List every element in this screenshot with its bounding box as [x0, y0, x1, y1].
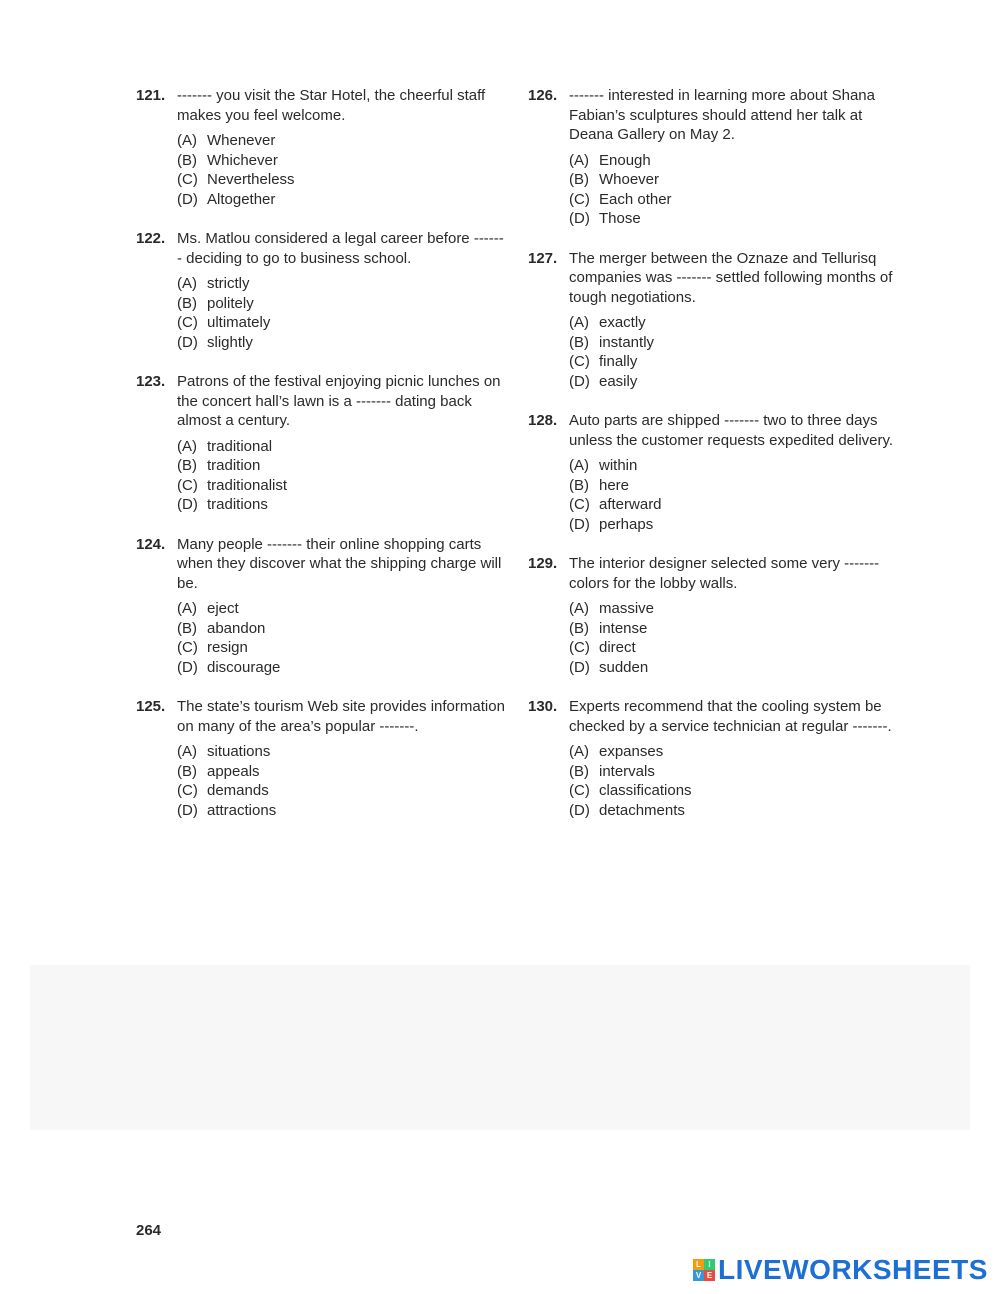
option-text: attractions — [207, 801, 277, 819]
option-letter: (A) — [569, 314, 589, 331]
question-number: 123. — [136, 373, 166, 390]
answer-option[interactable] — [177, 190, 506, 210]
option-letter: (A) — [569, 151, 589, 169]
option-letter: (A) — [177, 600, 197, 617]
answer-option[interactable] — [177, 131, 506, 151]
option-letter: (B) — [569, 333, 589, 351]
option-letter: (C) — [177, 476, 198, 494]
answer-option[interactable] — [569, 495, 898, 515]
option-text: perhaps — [599, 515, 654, 533]
option-letter: (B) — [569, 762, 589, 780]
option-text: ultimately — [207, 314, 271, 331]
option-letter: (C) — [569, 496, 590, 513]
question-127 — [528, 249, 898, 392]
option-text: finally — [599, 353, 638, 370]
answer-option[interactable] — [177, 781, 506, 801]
option-letter: (B) — [177, 294, 197, 312]
option-text: tradition — [207, 457, 261, 474]
answer-option[interactable] — [569, 209, 898, 229]
option-text: classifications — [599, 782, 692, 799]
option-letter: (B) — [177, 619, 197, 637]
answer-option[interactable] — [569, 313, 898, 333]
question-122 — [136, 229, 506, 352]
option-text: Altogether — [207, 190, 276, 208]
option-text: massive — [599, 600, 655, 617]
option-text: here — [599, 476, 630, 494]
option-letter: (C) — [569, 782, 590, 799]
question-number: 127. — [528, 249, 558, 267]
answer-options — [569, 599, 898, 677]
option-text: expanses — [599, 743, 664, 760]
question-text: Ms. Matlou considered a legal career before ------- deciding to go to business school. — [177, 230, 504, 267]
option-letter: (B) — [177, 762, 197, 780]
option-letter: (A) — [177, 275, 197, 292]
option-letter: (D) — [177, 801, 198, 819]
option-letter: (C) — [177, 171, 198, 188]
option-text: intense — [599, 619, 648, 637]
option-text: abandon — [207, 619, 266, 637]
option-text: Those — [599, 210, 641, 227]
answer-options — [569, 313, 898, 391]
question-text: Auto parts are shipped ------- two to three days unless the customer requests expedited delivery. — [569, 412, 894, 449]
option-letter: (D) — [569, 210, 590, 227]
answer-option[interactable] — [569, 515, 898, 535]
option-text: traditions — [207, 496, 268, 513]
question-number: 130. — [528, 698, 558, 715]
answer-option[interactable] — [177, 313, 506, 333]
question-number: 128. — [528, 412, 558, 429]
answer-option[interactable] — [569, 742, 898, 762]
option-letter: (A) — [177, 743, 197, 760]
right-column — [528, 86, 898, 840]
answer-option[interactable] — [177, 476, 506, 496]
question-number: 125. — [136, 698, 166, 715]
question-126 — [528, 86, 898, 229]
option-text: Nevertheless — [207, 171, 295, 188]
option-text: easily — [599, 372, 638, 390]
answer-option[interactable] — [569, 658, 898, 678]
question-129 — [528, 554, 898, 677]
option-text: demands — [207, 782, 269, 799]
option-text: politely — [207, 294, 254, 312]
question-text: ------- you visit the Star Hotel, the cheerful staff makes you feel welcome. — [177, 87, 486, 124]
option-letter: (A) — [569, 600, 589, 617]
option-letter: (D) — [177, 190, 198, 208]
answer-option[interactable] — [569, 352, 898, 372]
option-letter: (B) — [569, 476, 589, 494]
answer-option[interactable] — [177, 742, 506, 762]
answer-option[interactable] — [177, 456, 506, 476]
option-text: slightly — [207, 333, 253, 351]
answer-option[interactable] — [177, 762, 506, 782]
answer-options — [569, 456, 898, 534]
answer-option[interactable] — [569, 170, 898, 190]
answer-options — [177, 742, 506, 820]
answer-option[interactable] — [177, 170, 506, 190]
option-text: exactly — [599, 314, 646, 331]
question-130 — [528, 697, 898, 820]
option-letter: (C) — [569, 190, 590, 208]
option-text: within — [599, 457, 638, 474]
option-text: strictly — [207, 275, 250, 292]
answer-option[interactable] — [177, 638, 506, 658]
option-letter: (D) — [569, 801, 590, 819]
option-text: Whenever — [207, 132, 276, 149]
option-letter: (A) — [177, 132, 197, 149]
answer-option[interactable] — [569, 333, 898, 353]
question-125 — [136, 697, 506, 820]
answer-option[interactable] — [569, 619, 898, 639]
answer-options — [177, 131, 506, 209]
option-letter: (C) — [177, 639, 198, 656]
answer-options — [177, 437, 506, 515]
answer-option[interactable] — [569, 456, 898, 476]
option-text: sudden — [599, 658, 649, 676]
question-number: 122. — [136, 230, 166, 247]
question-text: The merger between the Oznaze and Tellurisq companies was ------- settled following months of tough negotiations. — [569, 249, 893, 306]
answer-option[interactable] — [569, 372, 898, 392]
answer-options — [177, 599, 506, 677]
question-128 — [528, 411, 898, 534]
question-number: 121. — [136, 87, 166, 104]
option-text: Whichever — [207, 151, 278, 169]
question-text: ------- interested in learning more about Shana Fabian’s sculptures should attend her talk at Deana Gallery on May 2. — [569, 87, 875, 143]
option-letter: (C) — [177, 314, 198, 331]
option-text: instantly — [599, 333, 655, 351]
option-letter: (A) — [177, 437, 197, 455]
answer-option[interactable] — [569, 762, 898, 782]
question-text: Many people ------- their online shopping carts when they discover what the shipping charge will be. — [177, 535, 502, 592]
liveworksheets-logo — [693, 1254, 988, 1286]
answer-options — [569, 742, 898, 820]
option-letter: (D) — [177, 496, 198, 513]
question-121 — [136, 86, 506, 209]
question-number: 126. — [528, 87, 558, 104]
answer-option[interactable] — [177, 333, 506, 353]
logo-letter: L — [693, 1259, 704, 1270]
option-text: appeals — [207, 762, 260, 780]
option-text: situations — [207, 743, 271, 760]
answer-option[interactable] — [177, 437, 506, 457]
answer-option[interactable] — [177, 801, 506, 821]
page-shade — [30, 965, 970, 1130]
answer-option[interactable] — [177, 658, 506, 678]
brand-text: LIVEWORKSHEETS — [718, 1254, 988, 1285]
option-text: Enough — [599, 151, 651, 169]
option-text: traditionalist — [207, 476, 288, 494]
answer-option[interactable] — [569, 801, 898, 821]
answer-option[interactable] — [569, 781, 898, 801]
option-letter: (C) — [569, 353, 590, 370]
answer-option[interactable] — [569, 476, 898, 496]
page-number: 264 — [136, 1222, 162, 1239]
answer-options — [569, 151, 898, 229]
option-text: intervals — [599, 762, 655, 780]
option-letter: (D) — [569, 515, 590, 533]
option-text: discourage — [207, 658, 281, 676]
question-text: Patrons of the festival enjoying picnic lunches on the concert hall’s lawn is a ------- dating back almost a century. — [177, 373, 501, 429]
answer-option[interactable] — [177, 274, 506, 294]
answer-options — [177, 274, 506, 352]
answer-option[interactable] — [177, 619, 506, 639]
option-text: resign — [207, 639, 248, 656]
option-letter: (D) — [177, 333, 198, 351]
option-letter: (D) — [569, 372, 590, 390]
answer-option[interactable] — [569, 190, 898, 210]
question-number: 129. — [528, 555, 558, 572]
liveworksheets-icon — [693, 1259, 715, 1281]
answer-option[interactable] — [177, 294, 506, 314]
answer-option[interactable] — [569, 151, 898, 171]
question-text: The state’s tourism Web site provides information on many of the area’s popular -------. — [177, 698, 505, 735]
answer-option[interactable] — [569, 638, 898, 658]
option-letter: (D) — [177, 658, 198, 676]
logo-letter: I — [704, 1259, 715, 1270]
option-letter: (B) — [177, 457, 197, 474]
question-123 — [136, 372, 506, 515]
option-letter: (C) — [177, 782, 198, 799]
option-letter: (B) — [569, 619, 589, 637]
question-text: The interior designer selected some very ------- colors for the lobby walls. — [569, 555, 880, 592]
option-letter: (C) — [569, 639, 590, 656]
option-letter: (B) — [177, 151, 197, 169]
answer-option[interactable] — [569, 599, 898, 619]
question-124 — [136, 535, 506, 678]
answer-option[interactable] — [177, 495, 506, 515]
question-number: 124. — [136, 535, 166, 553]
answer-option[interactable] — [177, 151, 506, 171]
option-text: traditional — [207, 437, 273, 455]
answer-option[interactable] — [177, 599, 506, 619]
option-letter: (A) — [569, 457, 589, 474]
option-text: detachments — [599, 801, 685, 819]
question-text: Experts recommend that the cooling system be checked by a service technician at regular -------. — [569, 698, 892, 735]
option-text: direct — [599, 639, 636, 656]
option-letter: (A) — [569, 743, 589, 760]
option-letter: (B) — [569, 171, 589, 188]
left-column — [136, 86, 506, 840]
option-text: eject — [207, 600, 239, 617]
option-text: Each other — [599, 190, 672, 208]
logo-letter: E — [704, 1270, 715, 1281]
option-text: Whoever — [599, 171, 660, 188]
option-letter: (D) — [569, 658, 590, 676]
logo-letter: V — [693, 1270, 704, 1281]
option-text: afterward — [599, 496, 662, 513]
